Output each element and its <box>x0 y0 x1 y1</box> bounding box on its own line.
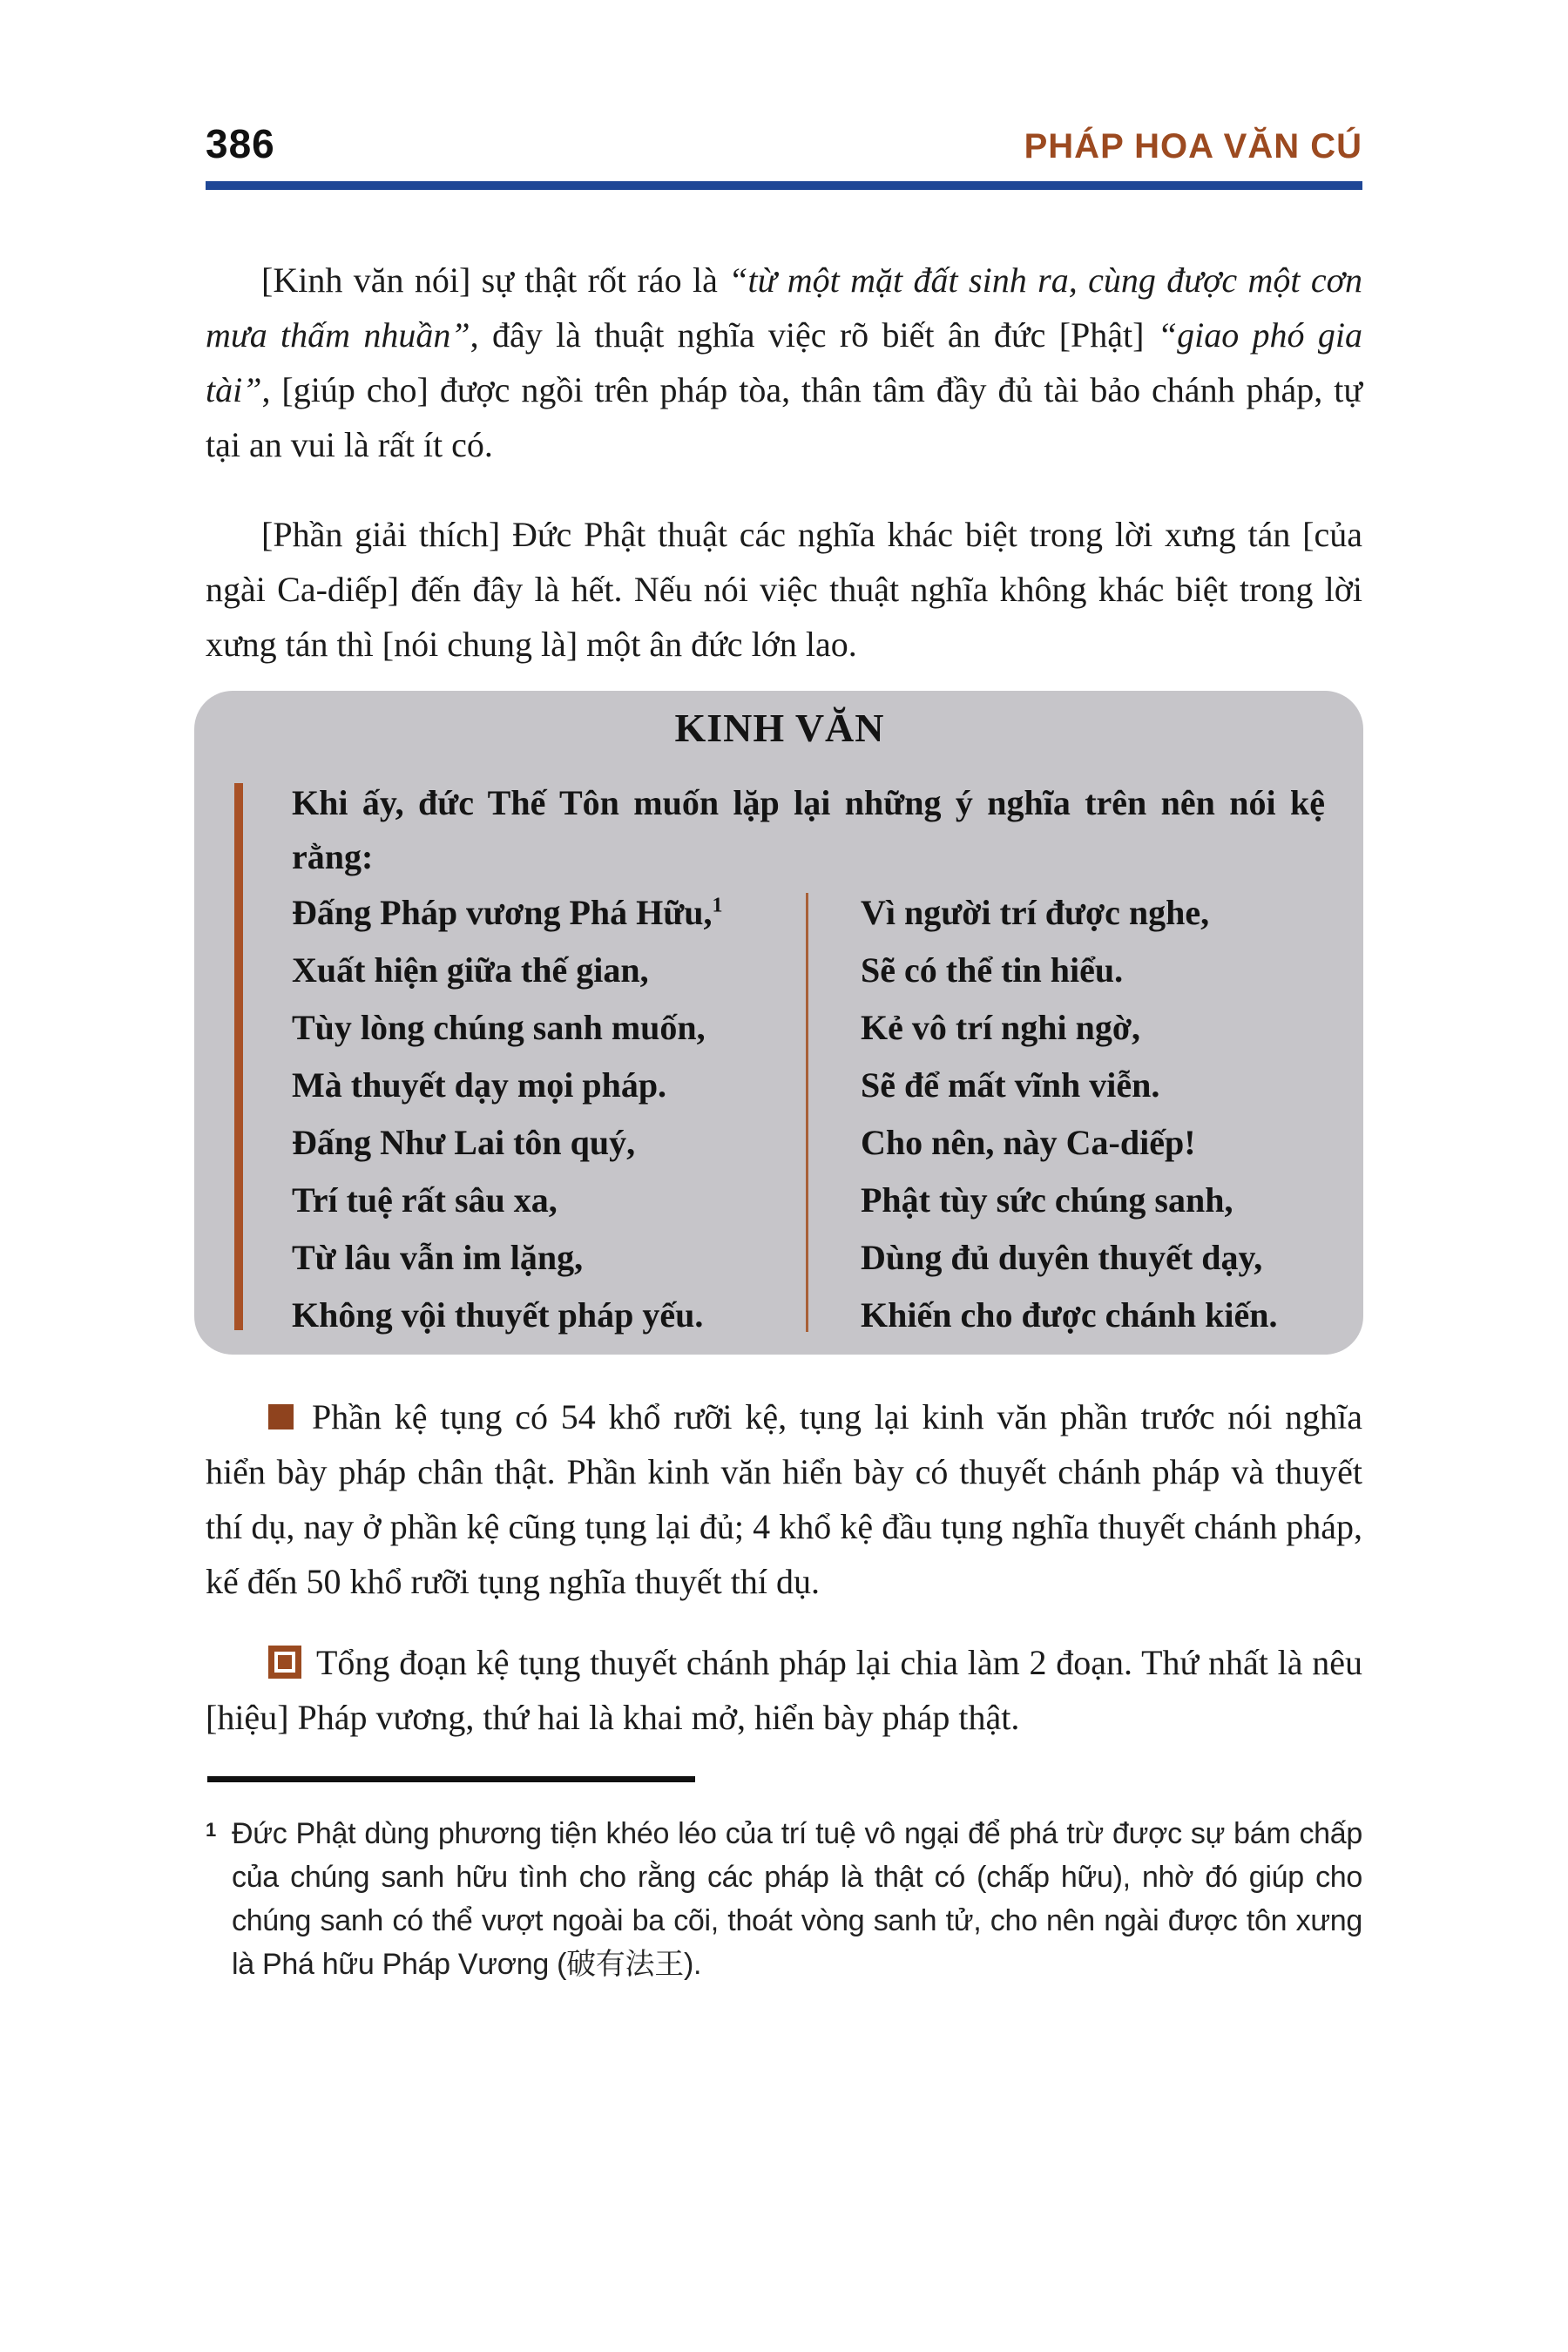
verse-column-left <box>292 884 806 1344</box>
footnote-text: Đức Phật dùng phương tiện khéo léo của trí tuệ vô ngại để phá trừ được sự bám chấp của chúng sanh hữu tình cho rằng các pháp là thật có (chấp hữu), nhờ đó giúp cho chúng sanh có thể vượt ngoài ba cõi, thoát vòng sanh tử, cho nên ngài được tôn xưng là Phá hữu Pháp Vương (破有法王). <box>232 1817 1362 1981</box>
commentary-1-text: Phần kệ tụng có 54 khổ rưỡi kệ, tụng lại kinh văn phần trước nói nghĩa hiển bày pháp chân thật. Phần kinh văn hiển bày có thuyết chánh pháp và thuyết thí dụ, nay ở phần kệ cũng tụng lại đủ; 4 khổ kệ đầu tụng nghĩa thuyết chánh pháp, kế đến 50 khổ rưỡi tụng nghĩa thuyết thí dụ. <box>206 1397 1362 1601</box>
paragraph-phan-giai-thich: [Phần giải thích] Đức Phật thuật các nghĩa khác biệt trong lời xưng tán [của ngài Ca-diếp] đến đây là hết. Nếu nói việc thuật nghĩa không khác biệt trong lời xưng tán thì [nói chung là] một ân đức lớn lao. <box>206 515 1362 664</box>
verse-line: Đấng Như Lai tôn quý, <box>292 1123 636 1162</box>
quote-bar <box>234 783 243 1330</box>
verse-line: Sẽ để mất vĩnh viễn. <box>861 1065 1160 1105</box>
verse-footnote-marker: 1 <box>712 894 723 917</box>
verse-line: Khiến cho được chánh kiến. <box>861 1295 1278 1335</box>
verse-column-right <box>808 884 1277 1344</box>
running-title: PHÁP HOA VĂN CÚ <box>1024 127 1362 166</box>
verse-line: Từ lâu vẫn im lặng, <box>292 1238 584 1277</box>
kinh-van-intro: Khi ấy, đức Thế Tôn muốn lặp lại những ý nghĩa trên nên nói kệ rằng: <box>292 783 1325 876</box>
p1-quote-1: “từ một mặt đất sinh ra, cùng được một cơn mưa thấm nhuần” <box>206 260 1363 355</box>
paragraph-kinh-van-noi <box>206 253 1362 472</box>
filled-square-bullet-icon <box>268 1404 294 1429</box>
p1-quote-2: “giao phó gia tài” <box>206 315 1362 409</box>
kinh-van-title: KINH VĂN <box>674 706 885 750</box>
commentary-2-text: Tổng đoạn kệ tụng thuyết chánh pháp lại chia làm 2 đoạn. Thứ nhất là nêu [hiệu] Pháp vương, thứ hai là khai mở, hiển bày pháp thật. <box>206 1643 1362 1737</box>
page-number: 386 <box>206 121 275 166</box>
verse-line: Kẻ vô trí nghi ngờ, <box>861 1008 1141 1047</box>
verse-line: Dùng đủ duyên thuyết dạy, <box>861 1238 1263 1277</box>
verse-columns <box>292 884 1325 1344</box>
outlined-square-bullet-icon <box>268 1646 301 1679</box>
verse-line: Phật tùy sức chúng sanh, <box>861 1180 1233 1220</box>
kinh-van-box <box>194 691 1363 1355</box>
p1-seg1: [Kinh văn nói] sự thật rốt ráo là <box>261 260 729 300</box>
p1-seg3: , đây là thuật nghĩa việc rõ biết ân đức [Phật] <box>470 315 1158 355</box>
footnote-marker: 1 <box>206 1819 216 1841</box>
outlined-square-bullet-inner <box>278 1655 292 1669</box>
verse-line: Xuất hiện giữa thế gian, <box>292 950 649 990</box>
verse-line: Vì người trí được nghe, <box>861 893 1210 932</box>
header-rule <box>206 181 1362 190</box>
footnote <box>206 1812 1362 1986</box>
verse-line: Sẽ có thể tin hiểu. <box>861 950 1124 990</box>
commentary-paragraph-1 <box>206 1389 1362 1609</box>
commentary-paragraph-2 <box>206 1635 1362 1745</box>
verse-text: Đấng Pháp vương Phá Hữu, <box>292 893 713 932</box>
footnote-separator-rule <box>207 1776 695 1782</box>
kinh-van-body <box>234 776 1325 1344</box>
page-header <box>206 120 1362 167</box>
verse-line <box>292 884 806 942</box>
verse-line: Tùy lòng chúng sanh muốn, <box>292 1008 706 1047</box>
verse-line: Mà thuyết dạy mọi pháp. <box>292 1065 667 1105</box>
verse-line: Trí tuệ rất sâu xa, <box>292 1180 558 1220</box>
p1-seg5: , [giúp cho] được ngồi trên pháp tòa, thân tâm đầy đủ tài bảo chánh pháp, tự tại an vui là rất ít có. <box>206 370 1362 464</box>
verse-line: Cho nên, này Ca-diếp! <box>861 1123 1196 1162</box>
verse-line: Không vội thuyết pháp yếu. <box>292 1295 704 1335</box>
